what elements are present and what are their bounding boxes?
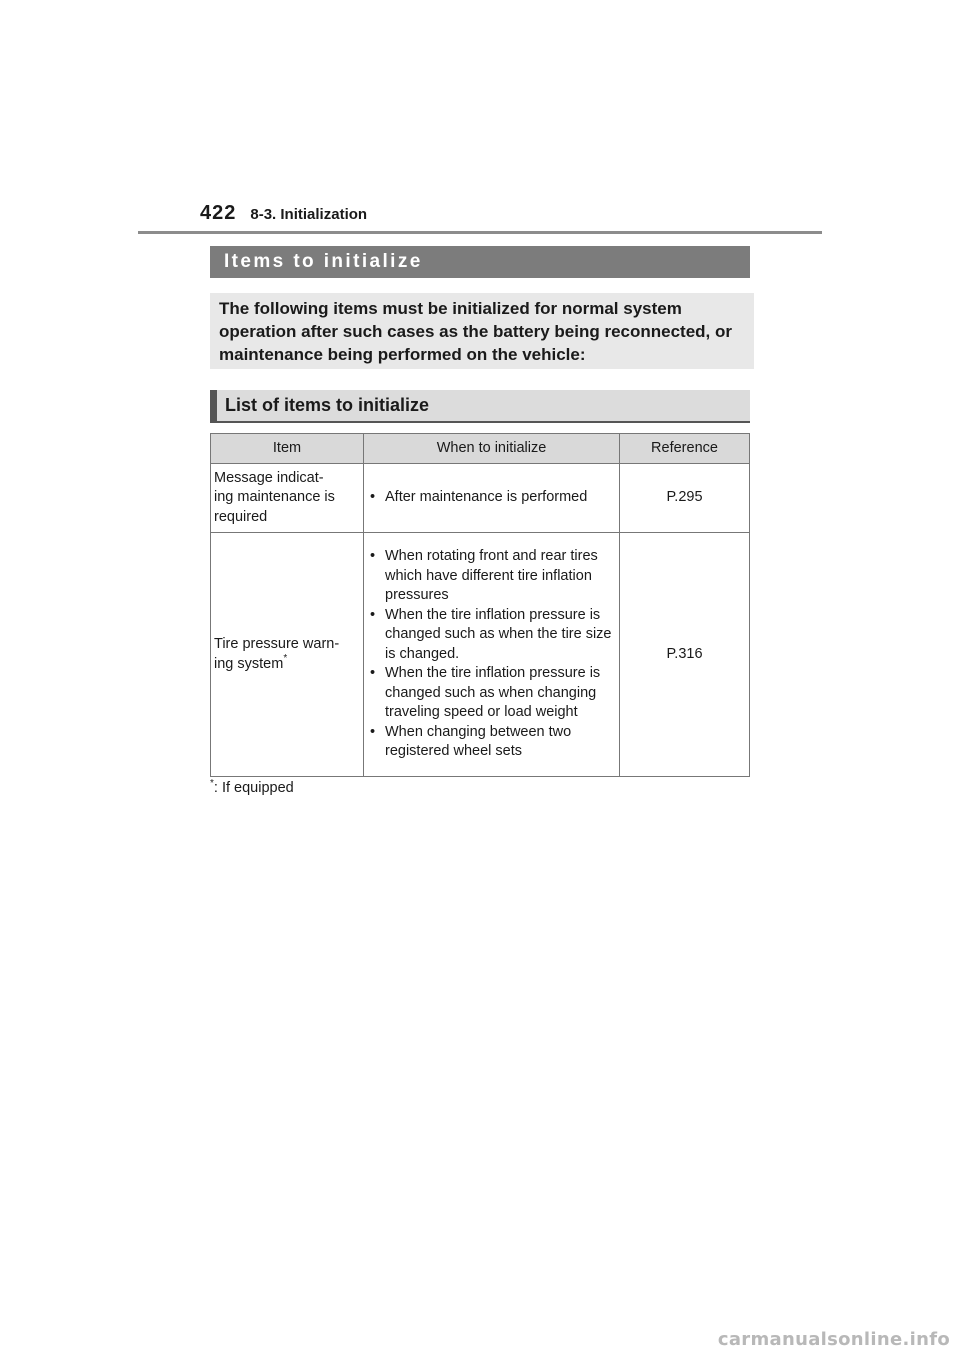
- reference-cell: [620, 464, 750, 533]
- section-label: 8-3. Initialization: [250, 206, 368, 223]
- reference-cell: [620, 533, 750, 777]
- table-row: [211, 533, 750, 777]
- reference-link[interactable]: P.316: [666, 645, 703, 662]
- column-header-item: Item: [211, 434, 364, 464]
- item-line: Message indicat-: [214, 469, 324, 486]
- header-rule: [138, 231, 822, 234]
- table-row: [211, 464, 750, 533]
- item-line: Tire pressure warn-: [214, 636, 340, 652]
- intro-box: [210, 293, 754, 369]
- when-bullet: • When the tire inflation pressure is changed such as when the tire size is changed.: [368, 606, 619, 665]
- when-list: [368, 547, 619, 762]
- when-list: [368, 488, 619, 508]
- page-header: [200, 202, 367, 225]
- when-cell: [364, 533, 620, 777]
- reference-link[interactable]: P.295: [666, 489, 703, 506]
- table-header-row: [211, 434, 750, 464]
- watermark: carmanualsonline.info: [717, 1329, 950, 1350]
- item-cell: [211, 464, 364, 533]
- item-line: ing maintenance is: [214, 489, 335, 506]
- footnote-asterisk: *: [283, 652, 288, 664]
- list-subheading-text: List of items to initialize: [225, 395, 430, 415]
- column-header-reference: Reference: [620, 434, 750, 464]
- section-title-bar: [210, 246, 750, 278]
- when-cell: [364, 464, 620, 533]
- section-title: Items to initialize: [224, 251, 423, 272]
- when-bullet: • After maintenance is performed: [368, 488, 619, 508]
- item-line: required: [214, 508, 268, 525]
- footnote: [210, 778, 294, 796]
- list-subheading: [210, 390, 750, 423]
- footnote-mark: *: [210, 778, 214, 789]
- item-cell: [211, 533, 364, 777]
- when-bullet: • When rotating front and rear tires which have different tire inflation pressures: [368, 547, 619, 606]
- initialization-table: [210, 433, 750, 777]
- column-header-when: When to initialize: [364, 434, 620, 464]
- item-line: ing system: [214, 655, 284, 672]
- intro-text: The following items must be initialized for normal system operation after such cases as the battery being reconnected, or maintenance being performed on the vehicle:: [219, 299, 732, 364]
- footnote-text: : If equipped: [213, 779, 294, 796]
- when-bullet: • When the tire inflation pressure is changed such as when changing traveling speed or load weight: [368, 664, 619, 723]
- page-number: 422: [200, 202, 237, 224]
- when-bullet: • When changing between two registered wheel sets: [368, 723, 619, 762]
